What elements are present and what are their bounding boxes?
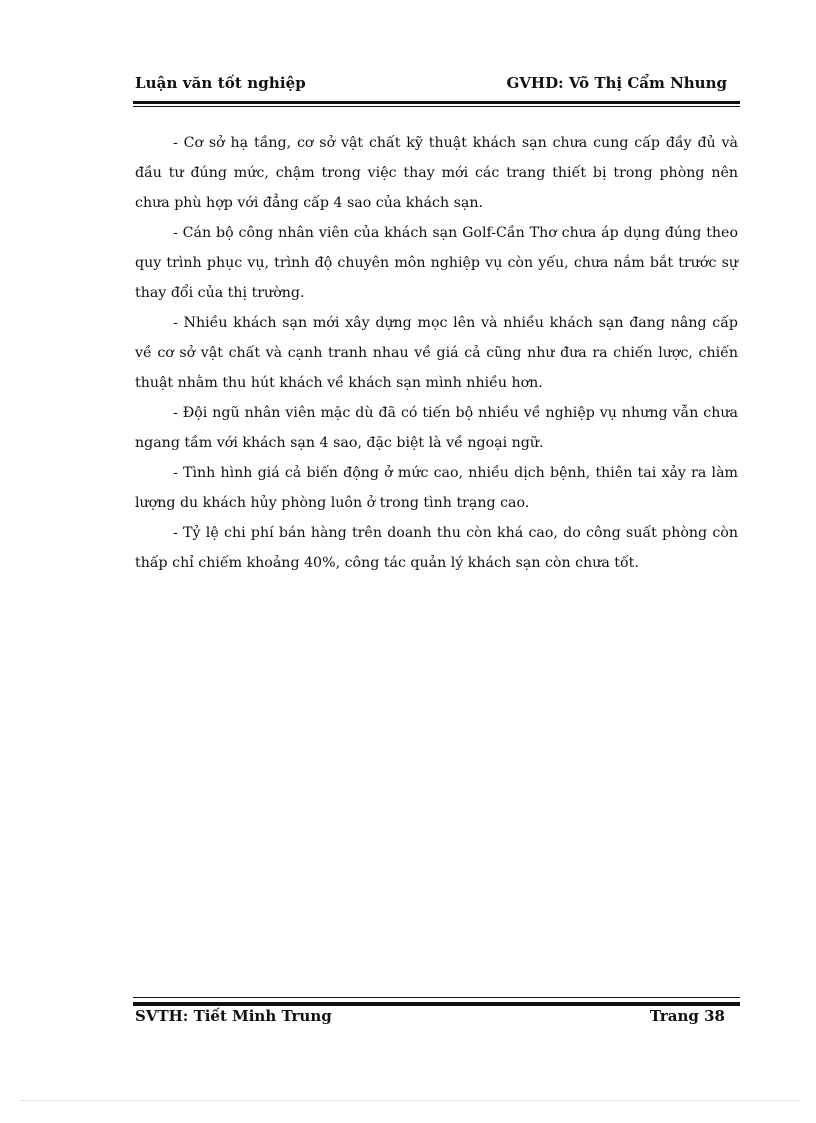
paragraph: - Đội ngũ nhân viên mặc dù đã có tiến bộ nhiều về nghiệp vụ nhưng vẫn chưa ngang tầm với khách sạn 4 sao, đặc biệt là về ngoại ngữ. (135, 405, 738, 451)
paragraph: - Tình hình giá cả biến động ở mức cao, nhiều dịch bệnh, thiên tai xảy ra làm lượng du khách hủy phòng luôn ở trong tình trạng cao. (135, 465, 738, 511)
page-footer (135, 1007, 725, 1031)
page-header (135, 74, 740, 100)
page-bottom-border (20, 1100, 800, 1101)
paragraph: - Tỷ lệ chi phí bán hàng trên doanh thu còn khá cao, do công suất phòng còn thấp chỉ chiếm khoảng 40%, công tác quản lý khách sạn còn chưa tốt. (135, 525, 738, 571)
paragraph: - Cán bộ công nhân viên của khách sạn Golf-Cần Thơ chưa áp dụng đúng theo quy trình phục vụ, trình độ chuyên môn nghiệp vụ còn yếu, chưa nắm bắt trước sự thay đổi của thị trường. (135, 225, 738, 301)
advisor-name: GVHD: Võ Thị Cẩm Nhung (506, 74, 727, 92)
page-number: Trang 38 (649, 1007, 725, 1025)
header-rule (133, 101, 740, 107)
thesis-title: Luận văn tốt nghiệp (135, 74, 306, 92)
body-text (135, 128, 738, 578)
paragraph: - Cơ sở hạ tầng, cơ sở vật chất kỹ thuật khách sạn chưa cung cấp đầy đủ và đầu tư đúng mức, chậm trong việc thay mới các trang thiết bị trong phòng nên chưa phù hợp với đẳng cấp 4 sao của khách sạn. (135, 135, 738, 211)
footer-rule (133, 997, 740, 1006)
student-name: SVTH: Tiết Minh Trung (135, 1007, 332, 1025)
paragraph: - Nhiều khách sạn mới xây dựng mọc lên và nhiều khách sạn đang nâng cấp về cơ sở vật chất và cạnh tranh nhau về giá cả cũng như đưa ra chiến lược, chiến thuật nhằm thu hút khách về khách sạn mình nhiều hơn. (135, 315, 738, 391)
